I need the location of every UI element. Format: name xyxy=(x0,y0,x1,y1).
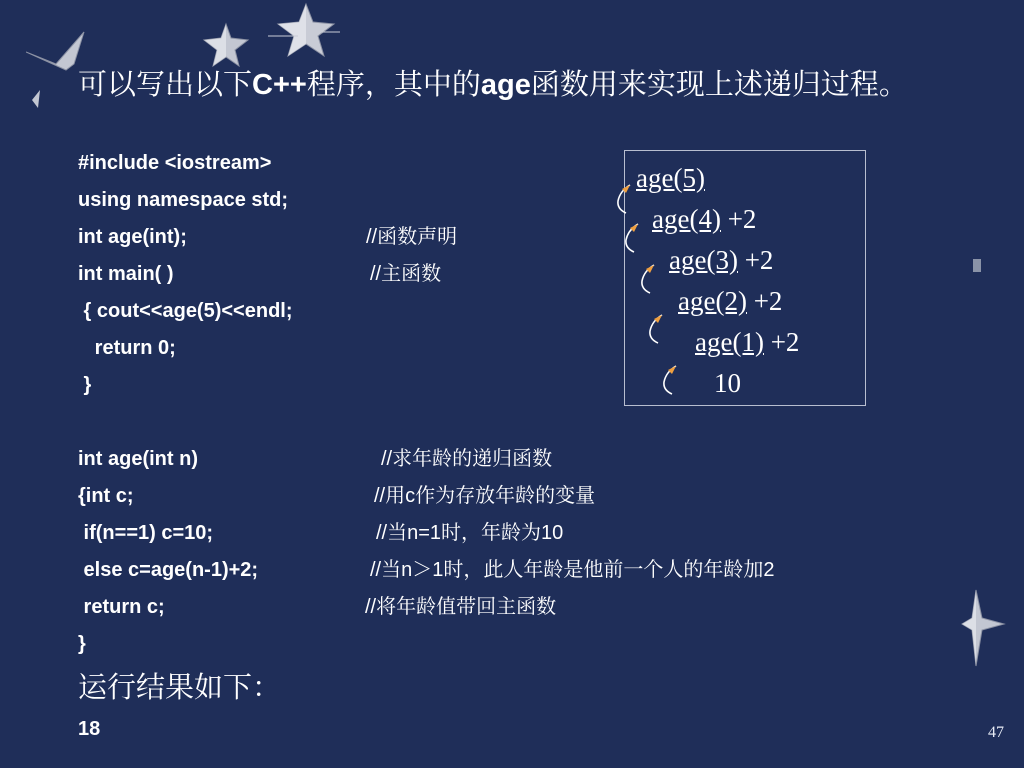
code-comment: //将年龄值带回主函数 xyxy=(365,596,557,618)
return-arrow-icon xyxy=(614,183,636,215)
recursion-step: 10 xyxy=(714,368,741,398)
code-line: else c=age(n-1)+2; //当n＞1时，此人年龄是他前一个人的年龄加2 xyxy=(78,555,958,585)
recursion-step: age(3) +2 xyxy=(669,245,774,275)
return-arrow-icon xyxy=(646,313,668,345)
return-arrow-icon xyxy=(660,364,682,396)
slide-heading: 可以写出以下C++程序，其中的age函数用来实现上述递归过程。 xyxy=(78,67,908,101)
code-line: return c; //将年龄值带回主函数 xyxy=(78,592,618,622)
star-decoration-icon xyxy=(196,22,252,70)
code-line: {int c; //用c作为存放年龄的变量 xyxy=(78,481,618,511)
result-value: 18 xyxy=(78,718,101,740)
code-line: int age(int n) //求年龄的递归函数 xyxy=(78,444,618,474)
scroll-marker xyxy=(973,259,981,272)
code-comment: //当n=1时，年龄为10 xyxy=(376,522,564,544)
code-line: } xyxy=(78,633,86,655)
star-decoration-icon xyxy=(960,588,1010,668)
recursion-step: age(1) +2 xyxy=(695,327,800,357)
code-line: { cout<<age(5)<<endl; xyxy=(78,300,293,322)
code-line: int main( ) //主函数 xyxy=(78,259,618,289)
return-arrow-icon xyxy=(622,222,644,254)
code-comment: //求年龄的递归函数 xyxy=(381,448,553,470)
recursion-step: age(5) xyxy=(636,163,705,193)
star-decoration-icon xyxy=(26,30,86,110)
code-comment: //主函数 xyxy=(370,263,442,285)
code-line: #include <iostream> xyxy=(78,152,272,174)
page-number: 47 xyxy=(988,724,1004,741)
code-comment: //用c作为存放年龄的变量 xyxy=(374,485,596,507)
code-line: int age(int); //函数声明 xyxy=(78,222,618,252)
return-arrow-icon xyxy=(638,263,660,295)
code-line: } xyxy=(78,374,92,396)
star-decoration-icon xyxy=(268,2,340,62)
result-label: 运行结果如下： xyxy=(78,670,282,704)
recursion-step: age(4) +2 xyxy=(652,204,757,234)
code-comment: //当n＞1时，此人年龄是他前一个人的年龄加2 xyxy=(370,559,775,581)
code-line: using namespace std; xyxy=(78,189,289,211)
code-comment: //函数声明 xyxy=(366,226,458,248)
recursion-step: age(2) +2 xyxy=(678,286,783,316)
code-line: return 0; xyxy=(78,337,176,359)
code-line: if(n==1) c=10; //当n=1时，年龄为10 xyxy=(78,518,618,548)
